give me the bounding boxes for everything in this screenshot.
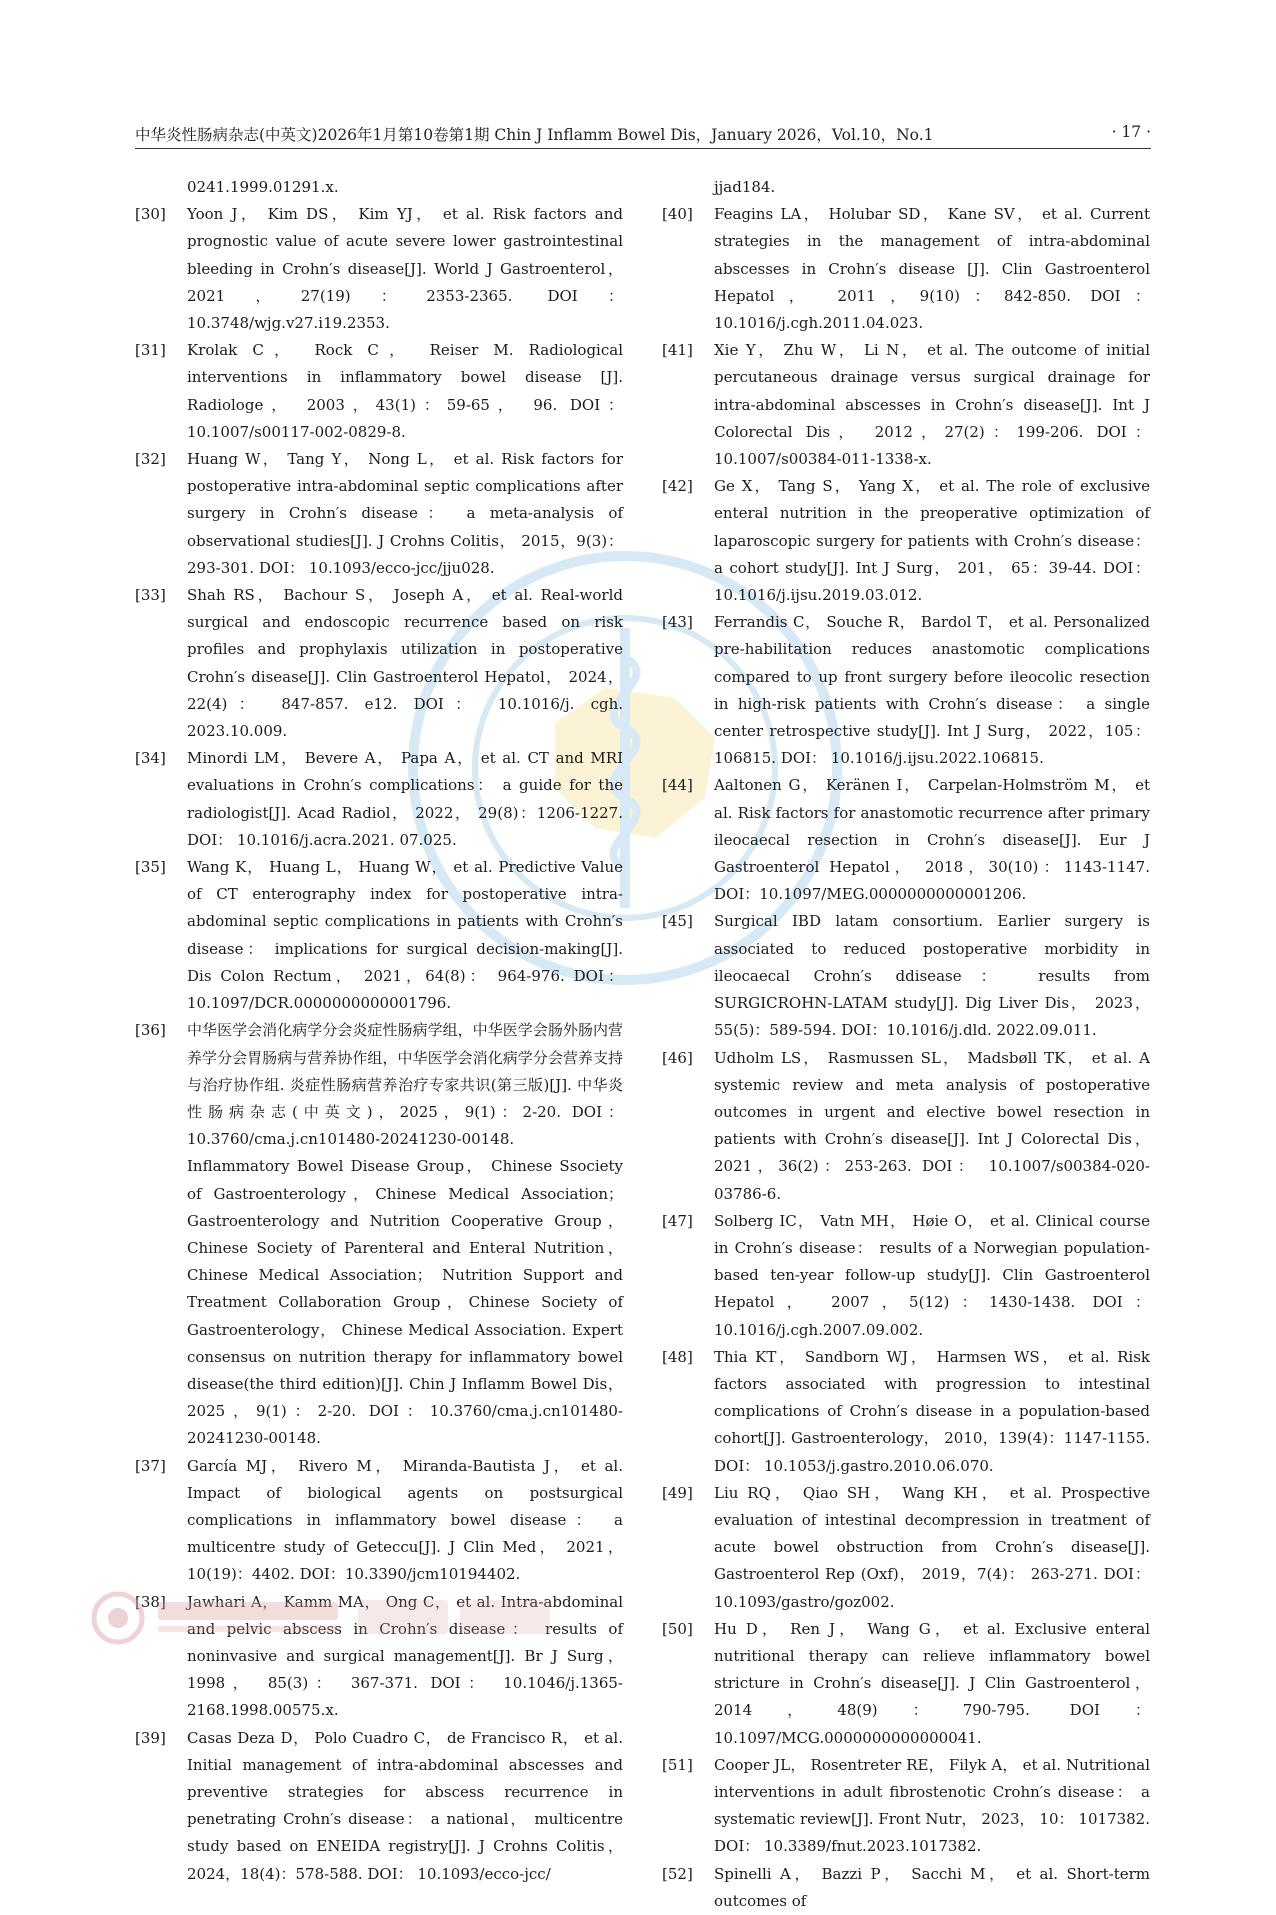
reference-item: [46] Udholm LS， Rasmussen SL， Madsbøll TK， et al. A systemic review and meta analysis of postoperative outcomes in urgent and elective bowel resection in patients with Crohn′s disease[J]. Int J Colorectal Dis， 2021，36(2)：253-263. DOI： 10.1007/s00384-020-03786-6. [662,1048,1150,1203]
reference-column-right [662,174,1150,1915]
reference-item: [35] Wang K， Huang L， Huang W， et al. Predictive Value of CT enterography index for postoperative intra-abdominal septic complications in patients with Crohn′s disease： implications for surgical decision-making[J]. Dis Colon Rectum， 2021，64(8)： 964-976. DOI： 10.1097/DCR.0000000000001796. [135,858,623,1013]
reference-column-left [135,174,623,1888]
reference-item: [39] Casas Deza D， Polo Cuadro C， de Francisco R， et al. Initial management of intra-abdominal abscesses and preventive strategies for abscess recurrence in penetrating Crohn′s disease： a national， multicentre study based on ENEIDA registry[J]. J Crohns Colitis， 2024，18(4)：578-588. DOI： 10.1093/ecco-jcc/ [135,1728,623,1883]
reference-english-translation: Inflammatory Bowel Disease Group， Chinese Ssociety of Gastroenterology，Chinese Medical Association；Gastroenterology and Nutrition Cooperative Group，Chinese Society of Parenteral and Enteral Nutrition， Chinese Medical Association； Nutrition Support and Treatment Collaboration Group，Chinese Society of Gastroenterology， Chinese Medical Association. Expert consensus on nutrition therapy for inflammatory bowel disease(the third edition)[J]. Chin J Inflamm Bowel Dis，2025，9(1)：2-20. DOI：10.3760/cma.j.cn101480-20241230-00148. [187,1157,623,1448]
reference-item: [47] Solberg IC， Vatn MH， Høie O， et al. Clinical course in Crohn′s disease： results of a Norwegian population-based ten-year follow-up study[J]. Clin Gastroenterol Hepatol， 2007，5(12)：1430-1438. DOI： 10.1016/j.cgh.2007.09.002. [662,1211,1150,1339]
reference-item: [48] Thia KT， Sandborn WJ， Harmsen WS， et al. Risk factors associated with progression to intestinal complications of Crohn′s disease in a population-based cohort[J]. Gastroenterology， 2010，139(4)：1147-1155. DOI： 10.1053/j.gastro.2010.06.070. [662,1347,1150,1475]
journal-header: 中华炎性肠病杂志(中英文)2026年1月第10卷第1期 Chin J Inflamm Bowel Dis，January 2026，Vol.10，No.1 [135,126,934,144]
reference-item: [50] Hu D， Ren J， Wang G， et al. Exclusive enteral nutritional therapy can relieve inflammatory bowel stricture in Crohn′s disease[J]. J Clin Gastroenterol， 2014，48(9)：790-795. DOI： 10.1097/MCG.0000000000000041. [662,1619,1150,1747]
reference-item: [40] Feagins LA， Holubar SD， Kane SV， et al. Current strategies in the management of intra-abdominal abscesses in Crohn′s disease [J]. Clin Gastroenterol Hepatol， 2011，9(10)：842-850. DOI： 10.1016/j.cgh.2011.04.023. [662,205,1150,333]
reference-item: [43] Ferrandis C， Souche R， Bardol T， et al. Personalized pre-habilitation reduces anastomotic complications compared to up front surgery before ileocolic resection in high-risk patients with Crohn′s disease： a single center retrospective study[J]. Int J Surg， 2022，105：106815. DOI： 10.1016/j.ijsu.2022.106815. [662,613,1150,768]
reference-item: [49] Liu RQ， Qiao SH， Wang KH， et al. Prospective evaluation of intestinal decompression in treatment of acute bowel obstruction from Crohn′s disease[J]. Gastroenterol Rep (Oxf)， 2019，7(4)： 263-271. DOI： 10.1093/gastro/goz002. [662,1483,1150,1611]
reference-item: [33] Shah RS， Bachour S， Joseph A， et al. Real-world surgical and endoscopic recurrence based on risk profiles and prophylaxis utilization in postoperative Crohn′s disease[J]. Clin Gastroenterol Hepatol， 2024， 22(4)： 847-857. e12. DOI： 10.1016/j. cgh. 2023.10.009. [135,586,623,741]
running-header [135,118,1151,149]
reference-item: [32] Huang W， Tang Y， Nong L， et al. Risk factors for postoperative intra-abdominal septic complications after surgery in Crohn′s disease： a meta-analysis of observational studies[J]. J Crohns Colitis， 2015，9(3)：293-301. DOI： 10.1093/ecco-jcc/jju028. [135,450,623,577]
reference-item: [51] Cooper JL， Rosentreter RE， Filyk A， et al. Nutritional interventions in adult fibrostenotic Crohn′s disease： a systematic review[J]. Front Nutr， 2023， 10： 1017382. DOI： 10.3389/fnut.2023.1017382. [662,1755,1150,1856]
reference-item: [45] Surgical IBD latam consortium. Earlier surgery is associated to reduced postoperative morbidity in ileocaecal Crohn′s ddisease： results from SURGICROHN-LATAM study[J]. Dig Liver Dis， 2023，55(5)：589-594. DOI：10.1016/j.dld. 2022.09.011. [662,912,1150,1040]
reference-item: [44] Aaltonen G， Keränen I， Carpelan-Holmström M， et al. Risk factors for anastomotic recurrence after primary ileocaecal resection in Crohn′s disease[J]. Eur J Gastroenterol Hepatol， 2018，30(10)：1143-1147. DOI：10.1097/MEG.0000000000001206. [662,776,1150,904]
reference-item: [31] Krolak C， Rock C， Reiser M. Radiological interventions in inflammatory bowel disease [J]. Radiologe， 2003，43(1)：59-65， 96. DOI： 10.1007/s00117-002-0829-8. [135,341,623,441]
reference-item: [34] Minordi LM， Bevere A， Papa A， et al. CT and MRI evaluations in Crohn′s complications： a guide for the radiologist[J]. Acad Radiol， 2022， 29(8)：1206-1227. DOI： 10.1016/j.acra.2021. 07.025. [135,749,623,849]
reference-item: [52] Spinelli A， Bazzi P， Sacchi M， et al. Short-term outcomes of [662,1864,1150,1910]
reference-item: jjad184. [714,178,776,196]
reference-item: [30] Yoon J， Kim DS， Kim YJ， et al. Risk factors and prognostic value of acute severe lower gastrointestinal bleeding in Crohn′s disease[J]. World J Gastroenterol， 2021，27(19)：2353-2365. DOI： 10.3748/wjg.v27.i19.2353. [135,205,623,333]
page-number: · 17 · [1111,123,1151,141]
reference-item: [37] García MJ， Rivero M， Miranda-Bautista J， et al. Impact of biological agents on postsurgical complications in inflammatory bowel disease： a multicentre study of Geteccu[J]. J Clin Med， 2021，10(19)：4402. DOI：10.3390/jcm10194402. [135,1456,623,1584]
reference-item: [41] Xie Y， Zhu W， Li N， et al. The outcome of initial percutaneous drainage versus surgical drainage for intra-abdominal abscesses in Crohn′s disease[J]. Int J Colorectal Dis， 2012，27(2)：199-206. DOI： 10.1007/s00384-011-1338-x. [662,341,1150,469]
reference-item: 0241.1999.01291.x. [187,178,339,196]
reference-item: [42] Ge X， Tang S， Yang X， et al. The role of exclusive enteral nutrition in the preoperative optimization of laparoscopic surgery for patients with Crohn′s disease： a cohort study[J]. Int J Surg， 201， 65：39-44. DOI： 10.1016/j.ijsu.2019.03.012. [662,477,1150,605]
reference-item: [36] 中华医学会消化病学分会炎症性肠病学组，中华医学会肠外肠内营养学分会胃肠病与营养协作组，中华医学会消化病学分会营养支持与治疗协作组. 炎症性肠病营养治疗专家共识(第三版)[J]. 中华炎性肠病杂志(中英文)，2025，9(1)：2-20. DOI：10.3760/cma.j.cn101480-20241230-00148. Inflammatory Bowel Disease Group， Chinese Ssociety of Gastroenterology，Chinese Medical Association；Gastroenterology and Nutrition Cooperative Group，Chinese Society of Parenteral and Enteral Nutrition， Chinese Medical Association； Nutrition Support and Treatment Collaboration Group，Chinese Society of Gastroenterology， Chinese Medical Association. Expert consensus on nutrition therapy for inflammatory bowel disease(the third edition)[J]. Chin J Inflamm Bowel Dis，2025，9(1)：2-20. DOI：10.3760/cma.j.cn101480-20241230-00148. [135,1017,623,1452]
reference-item: [38] Jawhari A， Kamm MA， Ong C， et al. Intra-abdominal and pelvic abscess in Crohn′s disease： results of noninvasive and surgical management[J]. Br J Surg， 1998， 85(3)： 367-371. DOI： 10.1046/j.1365-2168.1998.00575.x. [135,1592,623,1720]
